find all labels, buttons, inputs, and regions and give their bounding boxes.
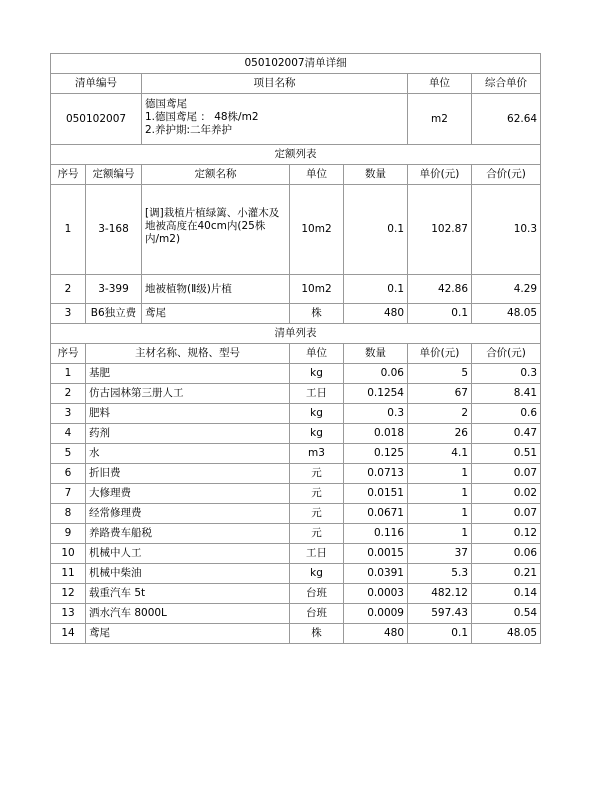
material-price: 1	[408, 524, 472, 544]
list-item-price: 62.64	[472, 94, 541, 145]
quota-no: 2	[51, 275, 86, 304]
material-no: 3	[51, 404, 86, 424]
material-section-title: 清单列表	[51, 324, 541, 344]
material-qty: 0.0391	[344, 564, 408, 584]
material-row	[51, 524, 541, 544]
material-unit: kg	[290, 404, 344, 424]
material-no: 1	[51, 364, 86, 384]
material-header-total: 合价(元)	[472, 344, 541, 364]
material-no: 12	[51, 584, 86, 604]
quota-qty: 0.1	[344, 275, 408, 304]
material-total: 0.06	[472, 544, 541, 564]
list-item-name	[142, 94, 408, 145]
material-no: 7	[51, 484, 86, 504]
material-row	[51, 444, 541, 464]
material-price: 1	[408, 484, 472, 504]
bill-detail-table	[50, 53, 541, 644]
material-unit: 工日	[290, 384, 344, 404]
material-row	[51, 564, 541, 584]
material-no: 13	[51, 604, 86, 624]
quota-header-qty: 数量	[344, 165, 408, 185]
material-price: 482.12	[408, 584, 472, 604]
list-item-code: 050102007	[51, 94, 142, 145]
material-total: 48.05	[472, 624, 541, 644]
material-total: 0.14	[472, 584, 541, 604]
material-name: 基肥	[86, 364, 290, 384]
material-header-price: 单价(元)	[408, 344, 472, 364]
material-price: 2	[408, 404, 472, 424]
material-row	[51, 504, 541, 524]
quota-total: 10.3	[472, 185, 541, 275]
list-item-name-line: 2.养护期:二年养护	[145, 124, 233, 136]
material-total: 8.41	[472, 384, 541, 404]
list-header-unit: 单位	[408, 74, 472, 94]
material-row	[51, 624, 541, 644]
material-unit: kg	[290, 364, 344, 384]
material-unit: kg	[290, 424, 344, 444]
material-price: 597.43	[408, 604, 472, 624]
quota-price: 102.87	[408, 185, 472, 275]
quota-total: 4.29	[472, 275, 541, 304]
quota-header-name: 定额名称	[142, 165, 290, 185]
material-total: 0.02	[472, 484, 541, 504]
material-name: 药剂	[86, 424, 290, 444]
material-qty: 0.125	[344, 444, 408, 464]
material-total: 0.3	[472, 364, 541, 384]
material-name: 大修理费	[86, 484, 290, 504]
material-unit: 元	[290, 464, 344, 484]
material-total: 0.21	[472, 564, 541, 584]
material-header-qty: 数量	[344, 344, 408, 364]
material-name: 肥料	[86, 404, 290, 424]
material-qty: 0.0151	[344, 484, 408, 504]
quota-qty: 0.1	[344, 185, 408, 275]
material-price: 37	[408, 544, 472, 564]
quota-code: 3-168	[86, 185, 142, 275]
material-name: 水	[86, 444, 290, 464]
material-total: 0.6	[472, 404, 541, 424]
material-row	[51, 424, 541, 444]
material-name: 机械中人工	[86, 544, 290, 564]
material-unit: 工日	[290, 544, 344, 564]
quota-header-no: 序号	[51, 165, 86, 185]
material-row	[51, 544, 541, 564]
material-unit: 元	[290, 524, 344, 544]
material-total: 0.12	[472, 524, 541, 544]
material-total: 0.07	[472, 464, 541, 484]
material-unit: 台班	[290, 584, 344, 604]
quota-row	[51, 275, 541, 304]
material-price: 5.3	[408, 564, 472, 584]
material-unit: 元	[290, 504, 344, 524]
quota-name: 鸢尾	[142, 304, 290, 324]
material-no: 8	[51, 504, 86, 524]
quota-price: 0.1	[408, 304, 472, 324]
material-qty: 0.116	[344, 524, 408, 544]
material-qty: 0.3	[344, 404, 408, 424]
material-row	[51, 364, 541, 384]
quota-row	[51, 185, 541, 275]
material-unit: 株	[290, 624, 344, 644]
material-name: 仿古园林第三册人工	[86, 384, 290, 404]
list-header-price: 综合单价	[472, 74, 541, 94]
page-title: 050102007清单详细	[51, 54, 541, 74]
quota-section-title: 定额列表	[51, 145, 541, 165]
list-item-name-line: 1.德国鸢尾 ： 48株/m2	[145, 111, 259, 123]
material-header-name: 主材名称、规格、型号	[86, 344, 290, 364]
material-header-row	[51, 344, 541, 364]
material-total: 0.51	[472, 444, 541, 464]
material-unit: m3	[290, 444, 344, 464]
material-no: 6	[51, 464, 86, 484]
material-no: 4	[51, 424, 86, 444]
list-header-row	[51, 74, 541, 94]
material-name: 经常修理费	[86, 504, 290, 524]
material-price: 1	[408, 504, 472, 524]
material-qty: 0.018	[344, 424, 408, 444]
quota-unit: 10m2	[290, 185, 344, 275]
quota-header-unit: 单位	[290, 165, 344, 185]
material-qty: 0.1254	[344, 384, 408, 404]
quota-row	[51, 304, 541, 324]
quota-total: 48.05	[472, 304, 541, 324]
quota-name-text: [调]栽植片植绿篱、小灌木及地被高度在40cm内(25株内/m2)	[145, 207, 280, 245]
quota-name	[142, 185, 290, 275]
material-row	[51, 484, 541, 504]
material-header-no: 序号	[51, 344, 86, 364]
material-price: 4.1	[408, 444, 472, 464]
material-unit: 元	[290, 484, 344, 504]
material-no: 9	[51, 524, 86, 544]
material-name: 鸢尾	[86, 624, 290, 644]
quota-unit: 株	[290, 304, 344, 324]
material-no: 14	[51, 624, 86, 644]
material-row	[51, 604, 541, 624]
material-header-unit: 单位	[290, 344, 344, 364]
material-qty: 0.0003	[344, 584, 408, 604]
material-qty: 0.0671	[344, 504, 408, 524]
material-name: 载重汽车 5t	[86, 584, 290, 604]
list-item-row	[51, 94, 541, 145]
quota-price: 42.86	[408, 275, 472, 304]
material-name: 洒水汽车 8000L	[86, 604, 290, 624]
material-price: 1	[408, 464, 472, 484]
material-price: 5	[408, 364, 472, 384]
list-header-name: 项目名称	[142, 74, 408, 94]
material-qty: 480	[344, 624, 408, 644]
material-row	[51, 584, 541, 604]
material-no: 11	[51, 564, 86, 584]
quota-header-price: 单价(元)	[408, 165, 472, 185]
material-no: 5	[51, 444, 86, 464]
list-item-unit: m2	[408, 94, 472, 145]
material-name: 折旧费	[86, 464, 290, 484]
material-price: 67	[408, 384, 472, 404]
material-qty: 0.0015	[344, 544, 408, 564]
list-item-name-line: 德国鸢尾	[145, 98, 187, 110]
material-total: 0.47	[472, 424, 541, 444]
quota-header-row	[51, 165, 541, 185]
material-qty: 0.0009	[344, 604, 408, 624]
quota-header-code: 定额编号	[86, 165, 142, 185]
material-row	[51, 464, 541, 484]
material-price: 26	[408, 424, 472, 444]
material-qty: 0.0713	[344, 464, 408, 484]
quota-name: 地被植物(Ⅱ级)片植	[142, 275, 290, 304]
list-header-code: 清单编号	[51, 74, 142, 94]
quota-unit: 10m2	[290, 275, 344, 304]
material-unit: 台班	[290, 604, 344, 624]
quota-qty: 480	[344, 304, 408, 324]
quota-no: 3	[51, 304, 86, 324]
quota-code: B6独立费	[86, 304, 142, 324]
quota-header-total: 合价(元)	[472, 165, 541, 185]
material-name: 机械中柴油	[86, 564, 290, 584]
material-total: 0.07	[472, 504, 541, 524]
material-total: 0.54	[472, 604, 541, 624]
material-qty: 0.06	[344, 364, 408, 384]
material-price: 0.1	[408, 624, 472, 644]
material-no: 10	[51, 544, 86, 564]
material-no: 2	[51, 384, 86, 404]
material-name: 养路费车船税	[86, 524, 290, 544]
quota-code: 3-399	[86, 275, 142, 304]
material-row	[51, 384, 541, 404]
material-unit: kg	[290, 564, 344, 584]
quota-no: 1	[51, 185, 86, 275]
material-row	[51, 404, 541, 424]
